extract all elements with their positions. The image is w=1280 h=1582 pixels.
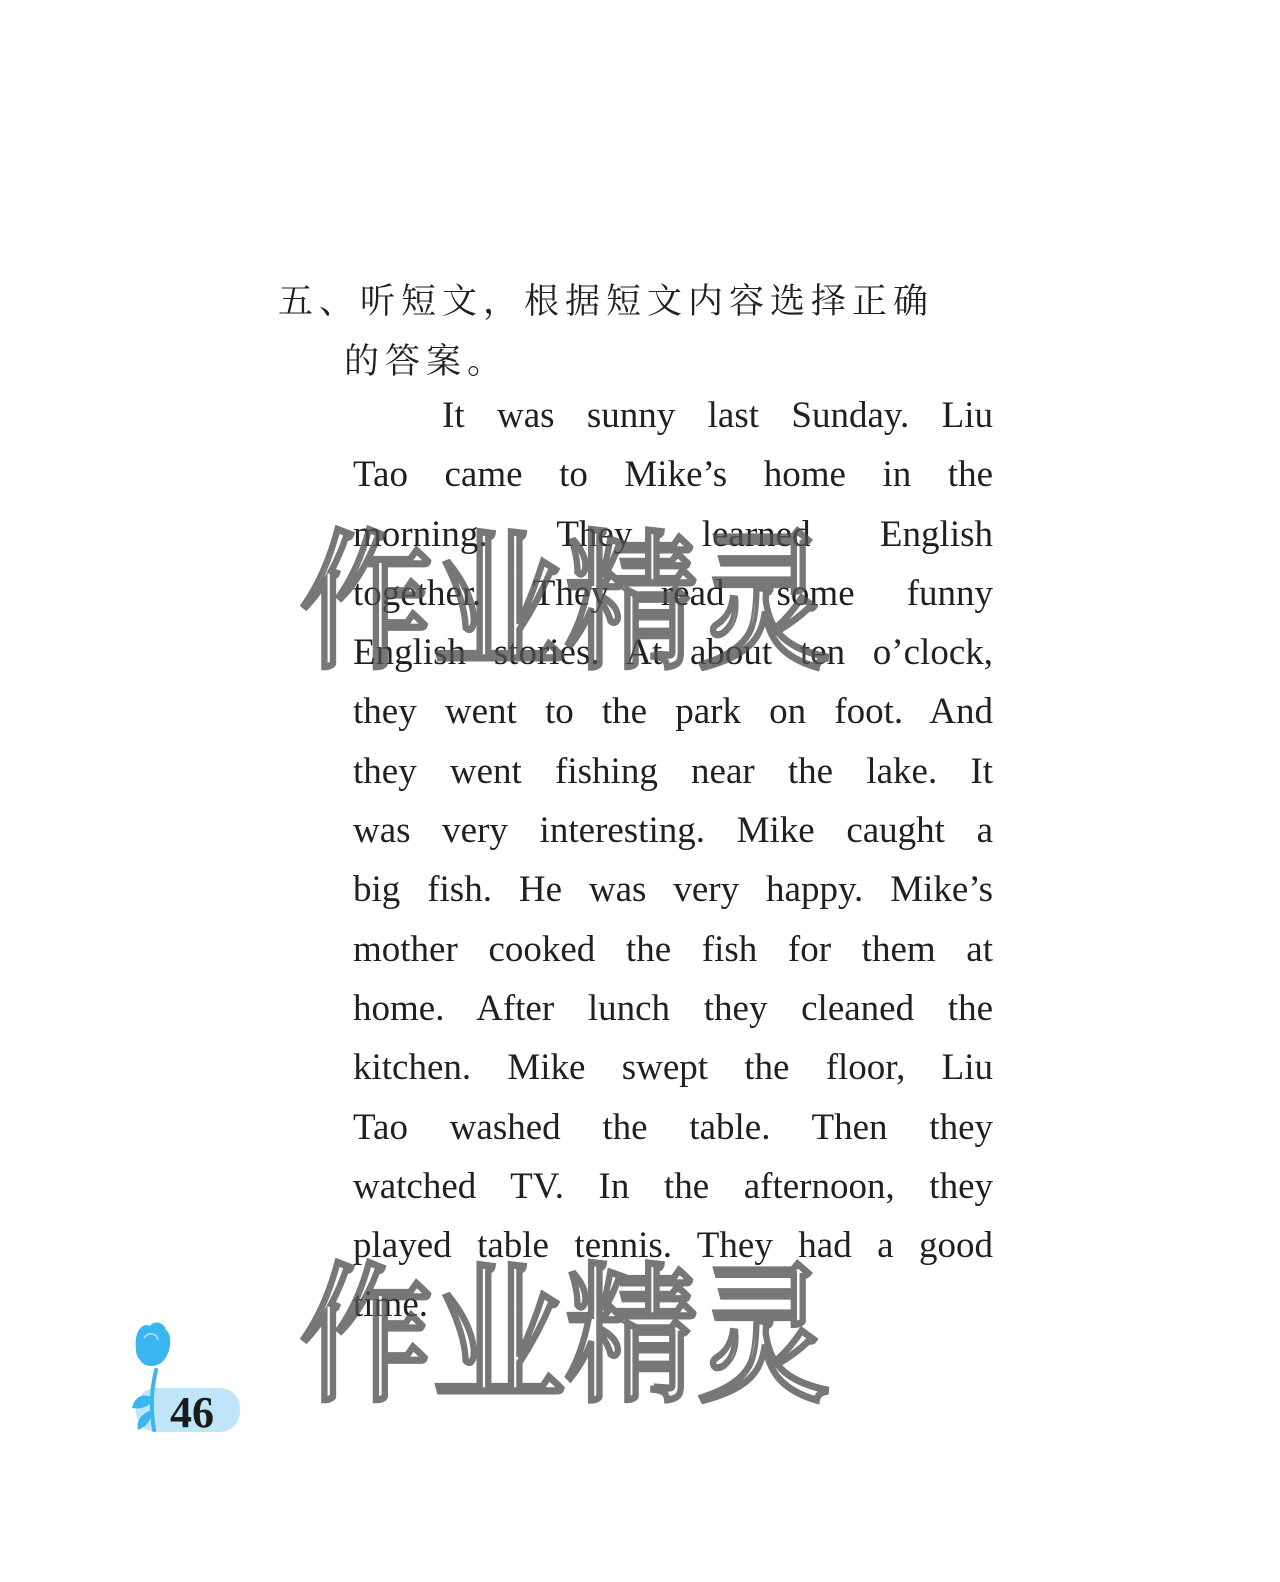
passage-line: they went to the park on foot. And	[353, 691, 993, 733]
passage-line: mother cooked the fish for them at	[353, 928, 993, 970]
passage-line: kitchen. Mike swept the floor, Liu	[353, 1047, 993, 1089]
passage-line: It was sunny last Sunday. Liu	[442, 395, 993, 436]
passage-line: was very interesting. Mike caught a	[353, 810, 993, 852]
passage-line: Tao washed the table. Then they	[353, 1106, 993, 1148]
passage-line: English stories. At about ten o’clock,	[353, 632, 993, 674]
passage-line: morning. They learned English	[353, 513, 993, 555]
passage-line: time.	[353, 1284, 429, 1326]
passage-line: home. After lunch they cleaned the	[353, 987, 993, 1029]
passage-line: watched TV. In the afternoon, they	[353, 1165, 993, 1207]
watermark-text: 作业精灵	[300, 525, 830, 675]
page-number: 46	[170, 1388, 214, 1437]
watermark-text: 作业精灵	[300, 1258, 830, 1408]
section-title-line-1: 五、听短文，根据短文内容选择正确	[278, 282, 935, 322]
passage-line: big fish. He was very happy. Mike’s	[353, 869, 993, 911]
passage-line: played table tennis. They had a good	[353, 1225, 993, 1267]
passage-line: they went fishing near the lake. It	[353, 750, 993, 792]
passage-line: Tao came to Mike’s home in the	[353, 454, 993, 496]
section-title-line-2: 的答案。	[344, 342, 509, 382]
reading-passage	[353, 386, 993, 1335]
section-heading	[278, 272, 994, 392]
passage-line: together. They read some funny	[353, 572, 993, 614]
